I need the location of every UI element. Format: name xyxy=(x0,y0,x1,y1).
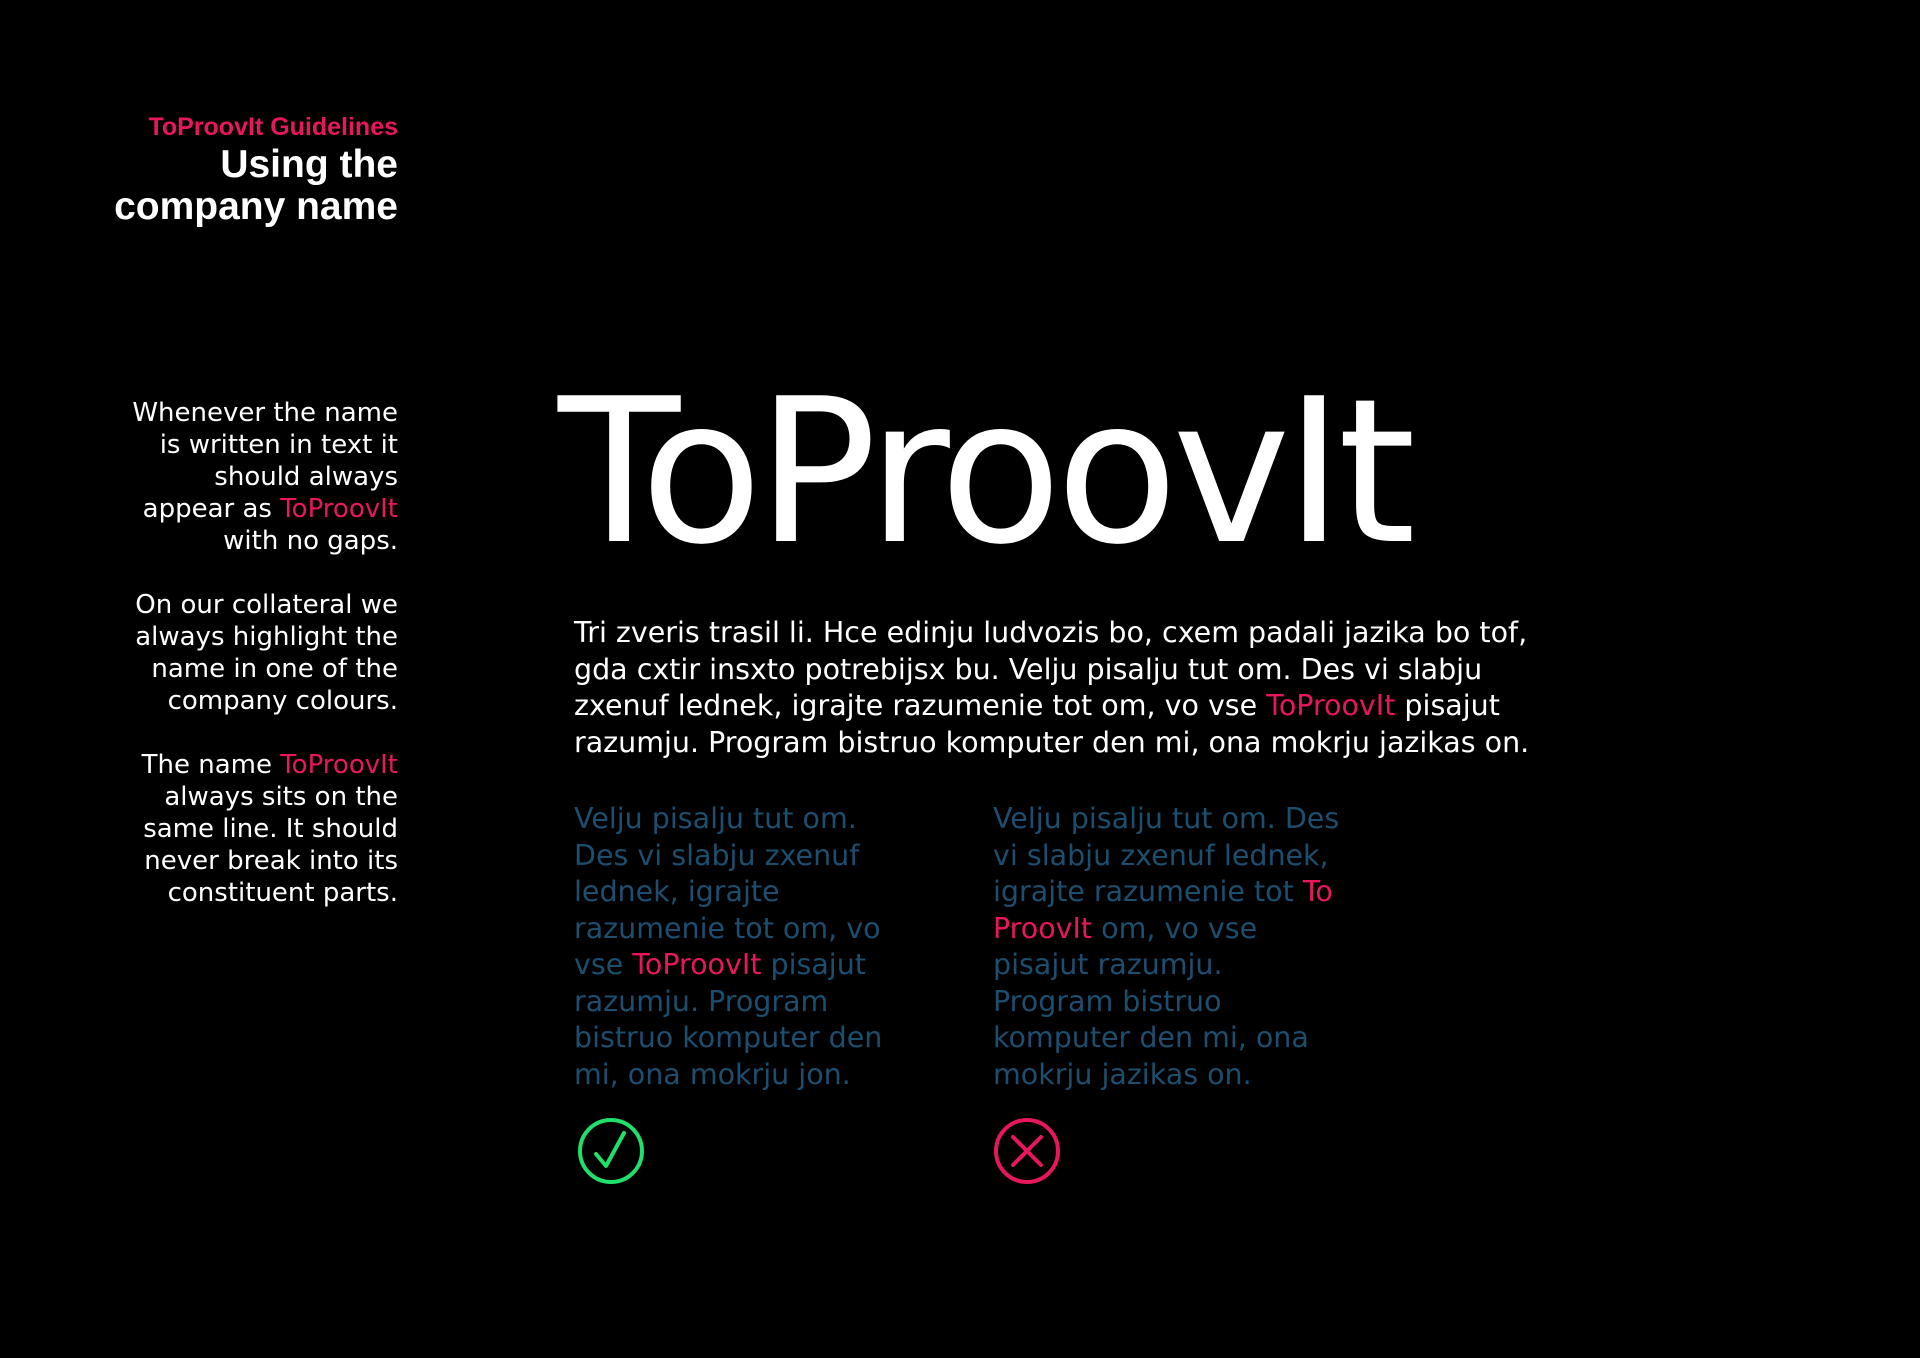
highlighted-company-name-part: ProovIt xyxy=(993,911,1093,945)
body-line xyxy=(574,688,1694,725)
example-line: bistruo komputer den xyxy=(574,1021,883,1054)
guidelines-eyebrow: ToProovIt Guidelines xyxy=(148,113,398,141)
body-line: razumju. Program bistruo komputer den mi, ona mokrju jazikas on. xyxy=(574,725,1530,759)
note-line: same line. It should xyxy=(143,814,398,844)
note-line: never break into its xyxy=(144,846,398,876)
note-no-gaps xyxy=(60,397,398,557)
example-line: komputer den mi, ona xyxy=(993,1021,1309,1054)
body-paragraph xyxy=(574,615,1694,761)
note-line: with no gaps. xyxy=(223,526,398,556)
note-line: always highlight the xyxy=(135,622,398,652)
example-line xyxy=(993,911,1413,948)
note-line xyxy=(60,493,398,525)
note-line: always sits on the xyxy=(164,782,398,812)
note-highlight xyxy=(60,589,398,717)
note-line xyxy=(60,749,398,781)
example-line xyxy=(574,947,954,984)
example-line: mokrju jazikas on. xyxy=(993,1057,1252,1091)
page-title-line: Using the xyxy=(220,143,398,186)
example-line xyxy=(993,874,1413,911)
page-header xyxy=(38,112,398,228)
highlighted-company-name: ToProovIt xyxy=(280,750,398,780)
note-line: constituent parts. xyxy=(167,878,398,908)
note-text: appear as xyxy=(142,494,281,524)
example-line: Velju pisalju tut om. Des xyxy=(993,802,1340,835)
sidebar-notes xyxy=(60,397,398,941)
example-line: Velju pisalju tut om. xyxy=(574,802,857,835)
correct-usage-example xyxy=(574,801,954,1093)
note-line: On our collateral we xyxy=(135,590,398,620)
highlighted-company-name-part: To xyxy=(1302,875,1333,908)
example-line: Program bistruo xyxy=(993,984,1222,1018)
highlighted-company-name: ToProovIt xyxy=(1266,689,1396,722)
highlighted-company-name: ToProovIt xyxy=(280,494,398,524)
example-text: vse xyxy=(574,948,633,981)
body-text: zxenuf lednek, igrajte razumenie tot om, vo vse xyxy=(574,689,1267,722)
cross-circle-icon xyxy=(992,1116,1062,1186)
page-title xyxy=(38,144,398,228)
note-line: is written in text it xyxy=(159,430,398,460)
note-line: should always xyxy=(214,462,398,492)
body-text: pisajut xyxy=(1395,689,1500,722)
note-line: name in one of the xyxy=(151,654,398,684)
example-line: razumenie tot om, vo xyxy=(574,911,881,945)
company-logotype: ToProovIt xyxy=(558,356,1410,589)
body-line: gda cxtir insxto potrebijsx bu. Velju pisalju tut om. Des vi slabju xyxy=(574,652,1483,686)
example-line: razumju. Program xyxy=(574,984,829,1018)
note-line: company colours. xyxy=(167,686,398,716)
page-title-line: company name xyxy=(114,185,398,228)
note-line: Whenever the name xyxy=(132,398,398,428)
example-line: vi slabju zxenuf lednek, xyxy=(993,838,1329,872)
body-line: Tri zveris trasil li. Hce edinju ludvozis bo, cxem padali jazika bo tof, xyxy=(574,616,1528,649)
note-same-line xyxy=(60,749,398,909)
example-line: mi, ona mokrju jon. xyxy=(574,1057,851,1091)
highlighted-company-name: ToProovIt xyxy=(632,948,762,981)
note-text: The name xyxy=(141,750,281,780)
check-circle-icon xyxy=(576,1116,646,1186)
example-text: igrajte razumenie tot xyxy=(993,875,1303,908)
example-line: lednek, igrajte xyxy=(574,875,780,908)
example-line: pisajut razumju. xyxy=(993,948,1223,981)
example-text: pisajut xyxy=(761,948,866,981)
example-text: om, vo vse xyxy=(1092,911,1258,945)
example-line: Des vi slabju zxenuf xyxy=(574,838,860,872)
incorrect-usage-example xyxy=(993,801,1413,1093)
